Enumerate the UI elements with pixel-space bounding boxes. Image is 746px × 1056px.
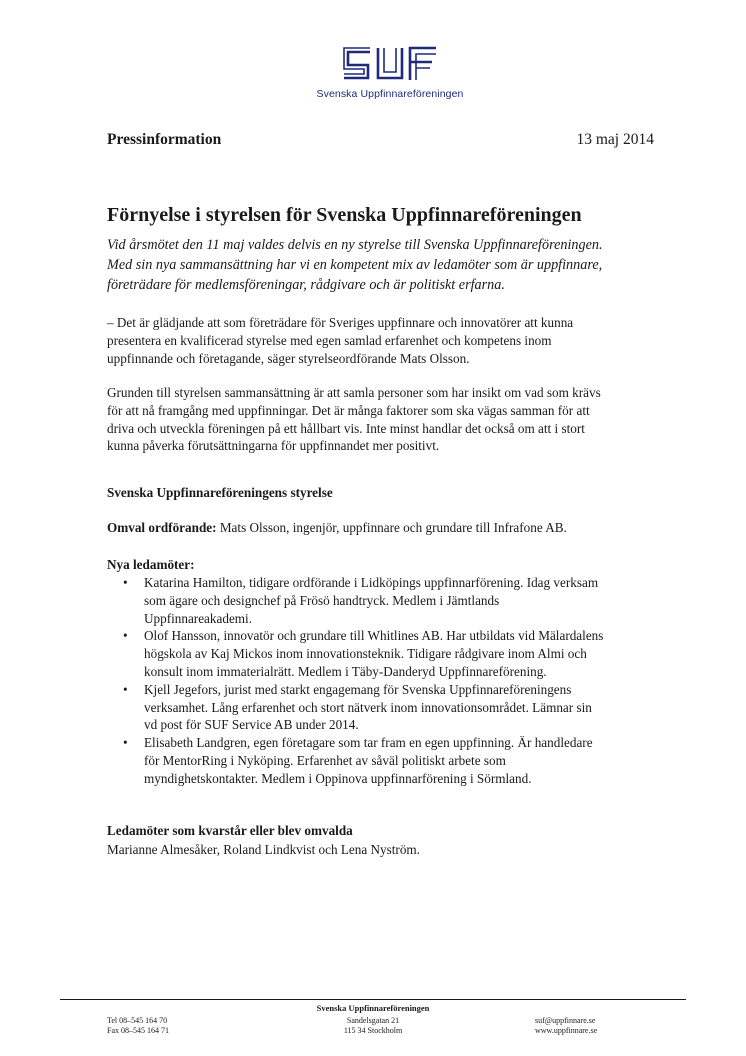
quote-line: uppfinnande och företagande, säger styrelseordförande Mats Olsson. [107, 350, 470, 366]
logo-letter-f [410, 48, 436, 80]
logo-subtitle: Svenska Uppfinnareföreningen [316, 88, 464, 100]
lead-paragraph [107, 235, 667, 295]
suf-logo-mark [340, 44, 440, 86]
member-line: högskola av Kaj Mickos inom innovationsteknik. Tidigare rådgivare inom Almi och [144, 646, 587, 662]
board-heading: Svenska Uppfinnareföreningens styrelse [107, 485, 333, 500]
member-line: för MentorRing i Nyköping. Erfarenhet av såväl politiskt arbete som [144, 752, 506, 768]
footer-web[interactable]: www.uppfinnare.se [535, 1026, 598, 1035]
lead-line: Vid årsmötet den 11 maj valdes delvis en ny styrelse till Svenska Uppfinnareföreningen. [107, 237, 603, 253]
quote-line: – Det är glädjande att som företrädare för Sveriges uppfinnare och innovatörer att kunna [107, 315, 574, 330]
member-line: som ägare och designchef på Frösö handtryck. Medlem i Jämtlands [144, 592, 500, 608]
member-line: Katarina Hamilton, tidigare ordförande i Lidköpings uppfinnarförening. Idag verksam [144, 575, 599, 590]
member-line: Kjell Jegefors, jurist med starkt engagemang för Svenska Uppfinnareföreningens [144, 681, 572, 697]
new-members-list [107, 574, 683, 788]
logo-letter-u-inner [384, 48, 396, 72]
footer-postal: 115 34 Stockholm [343, 1026, 403, 1035]
quote-line: presentera en kvalificerad styrelse med egen samlad erfarenhet och kompetens inom [107, 332, 552, 348]
member-line: Uppfinnareakademi. [144, 610, 253, 626]
list-item [123, 681, 683, 734]
footer-street: Sandelsgatan 21 [346, 1016, 400, 1025]
member-line: verksamhet. Lång erfarenhet och stort nätverk inom innovationsområdet. Lämnar sin [144, 699, 592, 715]
remaining-heading: Ledamöter som kvarstår eller blev omvalda [107, 823, 353, 838]
member-line: Olof Hansson, innovatör och grundare till Whitlines AB. Har utbildats vid Mälardalens [144, 628, 604, 644]
member-line: konsult inom immaterialrätt. Medlem i Täby-Danderyd Uppfinnareförening. [144, 663, 547, 679]
logo-letter-f-inner [416, 54, 436, 80]
bullet-icon: • [123, 681, 128, 697]
member-line: myndighetskontakter. Medlem i Oppinova uppfinnarförening i Sörmland. [144, 770, 532, 786]
quote-paragraph [107, 314, 667, 367]
lead-line: företrädare för medlemsföreningar, rådgivare och är politiskt erfarna. [107, 277, 505, 293]
bullet-icon: • [123, 735, 128, 751]
list-item [123, 574, 683, 627]
chair-text: Mats Olsson, ingenjör, uppfinnare och grundare till Infrafone AB. [216, 520, 567, 535]
member-line: vd post för SUF Service AB under 2014. [144, 717, 359, 733]
document-title: Förnyelse i styrelsen för Svenska Uppfinnareföreningen [107, 204, 582, 226]
list-item [123, 734, 683, 787]
list-item [123, 627, 683, 680]
footer-email[interactable]: suf@uppfinnare.se [535, 1016, 596, 1025]
member-line: Elisabeth Landgren, egen företagare som tar fram en egen uppfinning. Är handledare [144, 735, 593, 751]
body-line: driva och utveckla föreningen på ett hållbart vis. Inte minst handlar det också om att i stort [107, 420, 585, 436]
footer-tel: Tel 08–545 164 70 [107, 1016, 168, 1025]
body-line: kunna påverka förutsättningarna för uppfinnandet mer positivt. [107, 438, 440, 454]
footer-org: Svenska Uppfinnareföreningen [316, 1003, 430, 1013]
logo-letter-u [378, 48, 402, 78]
chair-label: Omval ordförande: [107, 520, 217, 535]
footer-divider [60, 999, 686, 1000]
remaining-text: Marianne Almesåker, Roland Lindkvist och Lena Nyström. [107, 842, 420, 857]
body-line: för att nå framgång med uppfinningar. Det är många faktorer som ska vägas samman för att [107, 402, 590, 418]
chair-line [107, 519, 667, 537]
body-line: Grunden till styrelsen sammansättning är att samla personer som har insikt om vad som krävs [107, 385, 601, 400]
suf-logo [300, 44, 480, 104]
bullet-icon: • [123, 575, 128, 590]
press-date: 13 maj 2014 [576, 131, 654, 148]
bullet-icon: • [123, 628, 128, 644]
lead-line: Med sin nya sammansättning har vi en kompetent mix av ledamöter som är uppfinnare, [107, 257, 603, 273]
new-members-heading: Nya ledamöter: [107, 557, 195, 572]
press-label: Pressinformation [107, 131, 222, 148]
footer-fax: Fax 08–545 164 71 [107, 1026, 169, 1035]
body-paragraph [107, 384, 667, 455]
